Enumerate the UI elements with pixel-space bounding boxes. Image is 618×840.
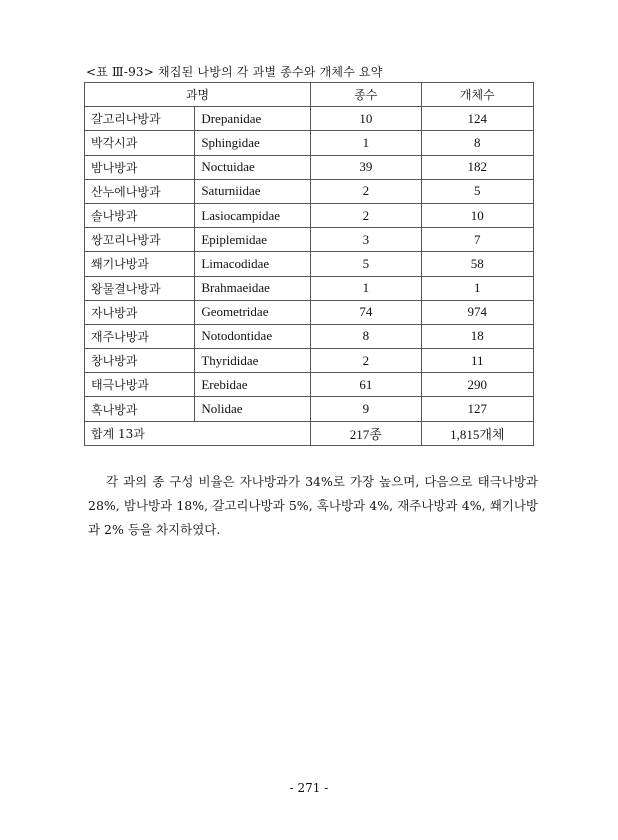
species-count: 2: [311, 203, 421, 227]
species-count: 74: [311, 300, 421, 324]
individual-count: 124: [421, 107, 533, 131]
species-count: 61: [311, 373, 421, 397]
table-row: [85, 397, 534, 421]
page-number: - 271 -: [289, 781, 329, 795]
family-latin-name: Notodontidae: [195, 324, 311, 348]
table-row: [85, 300, 534, 324]
species-count: 1: [311, 276, 421, 300]
header-family-name: 과명: [85, 83, 311, 107]
table-row: [85, 252, 534, 276]
total-individuals: 1,815개체: [421, 421, 533, 445]
individual-count: 8: [421, 131, 533, 155]
individual-count: 18: [421, 324, 533, 348]
individual-count: 5: [421, 179, 533, 203]
individual-count: 290: [421, 373, 533, 397]
body-paragraph: [88, 470, 538, 542]
family-latin-name: Geometridae: [195, 300, 311, 324]
family-korean-name: 태극나방과: [85, 373, 195, 397]
species-count: 9: [311, 397, 421, 421]
header-individual-count: 개체수: [421, 83, 533, 107]
family-latin-name: Thyrididae: [195, 349, 311, 373]
individual-count: 182: [421, 155, 533, 179]
species-count: 3: [311, 228, 421, 252]
family-latin-name: Lasiocampidae: [195, 203, 311, 227]
table-row: [85, 349, 534, 373]
moth-family-summary-table: [84, 82, 534, 446]
table-row: [85, 373, 534, 397]
table-row: [85, 131, 534, 155]
species-count: 2: [311, 349, 421, 373]
species-count: 10: [311, 107, 421, 131]
family-korean-name: 쌍꼬리나방과: [85, 228, 195, 252]
table-row: [85, 276, 534, 300]
individual-count: 7: [421, 228, 533, 252]
family-korean-name: 자나방과: [85, 300, 195, 324]
family-korean-name: 솔나방과: [85, 203, 195, 227]
table-caption: <표 Ⅲ-93> 채집된 나방의 각 과별 종수와 개체수 요약: [86, 65, 383, 79]
individual-count: 1: [421, 276, 533, 300]
family-latin-name: Nolidae: [195, 397, 311, 421]
family-latin-name: Sphingidae: [195, 131, 311, 155]
individual-count: 10: [421, 203, 533, 227]
table-row: [85, 107, 534, 131]
species-count: 1: [311, 131, 421, 155]
family-latin-name: Saturniidae: [195, 179, 311, 203]
family-latin-name: Epiplemidae: [195, 228, 311, 252]
table-row: [85, 203, 534, 227]
family-latin-name: Limacodidae: [195, 252, 311, 276]
header-species-count: 종수: [311, 83, 421, 107]
family-korean-name: 혹나방과: [85, 397, 195, 421]
family-latin-name: Erebidae: [195, 373, 311, 397]
individual-count: 11: [421, 349, 533, 373]
species-count: 39: [311, 155, 421, 179]
family-korean-name: 밤나방과: [85, 155, 195, 179]
paragraph-text: 각 과의 종 구성 비율은 자나방과가 34%로 가장 높으며, 다음으로 태극나방과 28%, 밤나방과 18%, 갈고리나방과 5%, 혹나방과 4%, 재주나방과 4%, 쐐기나방과 2% 등을 차지하였다.: [88, 474, 538, 537]
family-korean-name: 박각시과: [85, 131, 195, 155]
family-korean-name: 재주나방과: [85, 324, 195, 348]
total-label: 합계 13과: [85, 421, 311, 445]
individual-count: 58: [421, 252, 533, 276]
species-count: 2: [311, 179, 421, 203]
table-total-row: [85, 421, 534, 445]
table-row: [85, 179, 534, 203]
family-latin-name: Noctuidae: [195, 155, 311, 179]
family-korean-name: 왕물결나방과: [85, 276, 195, 300]
family-korean-name: 갈고리나방과: [85, 107, 195, 131]
table-row: [85, 324, 534, 348]
total-species: 217종: [311, 421, 421, 445]
species-count: 8: [311, 324, 421, 348]
family-latin-name: Brahmaeidae: [195, 276, 311, 300]
family-korean-name: 창나방과: [85, 349, 195, 373]
species-count: 5: [311, 252, 421, 276]
individual-count: 974: [421, 300, 533, 324]
table-row: [85, 155, 534, 179]
family-latin-name: Drepanidae: [195, 107, 311, 131]
individual-count: 127: [421, 397, 533, 421]
family-korean-name: 산누에나방과: [85, 179, 195, 203]
table-row: [85, 228, 534, 252]
family-korean-name: 쐐기나방과: [85, 252, 195, 276]
table-header-row: [85, 83, 534, 107]
